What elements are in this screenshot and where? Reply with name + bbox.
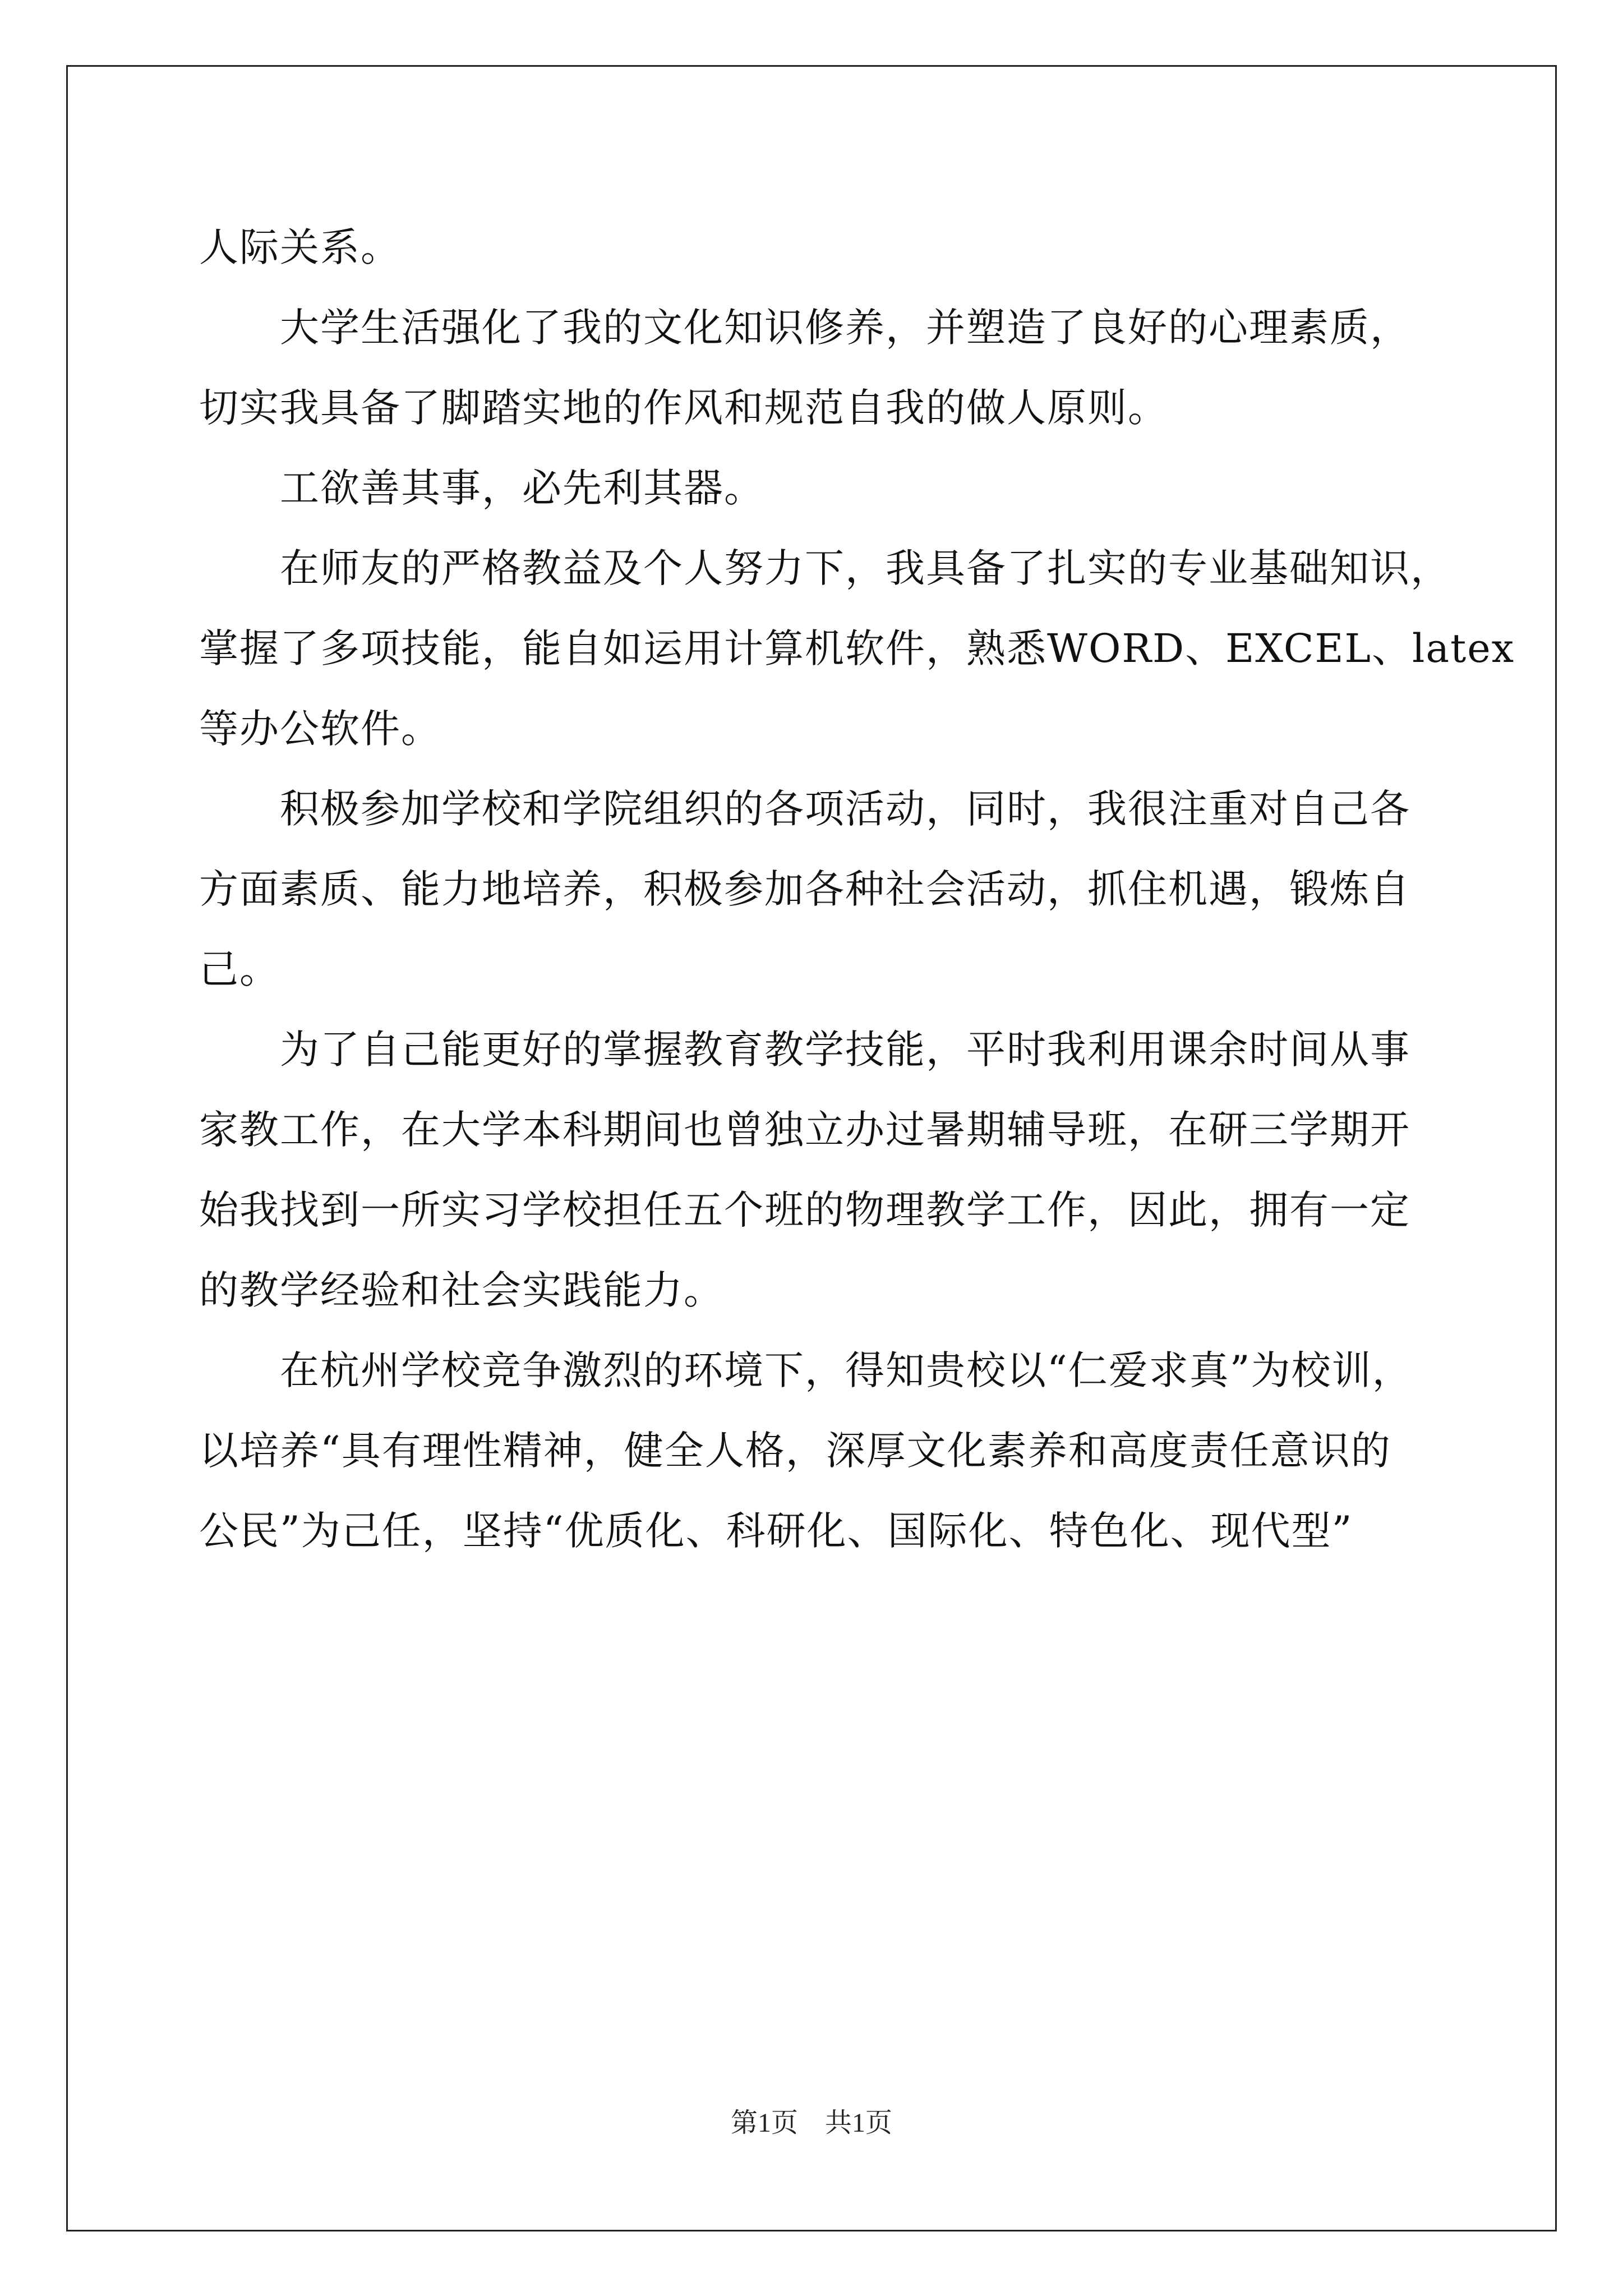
text-line: 等办公软件。 — [199, 706, 441, 752]
text-line: 始我找到一所实习学校担任五个班的物理教学工作，因此，拥有一定 — [199, 1187, 1410, 1233]
text-line: 在师友的严格教益及个人努力下，我具备了扎实的专业基础知识， — [199, 545, 1451, 591]
text-line: 为了自己能更好的掌握教育教学技能，平时我利用课余时间从事 — [199, 1027, 1410, 1073]
text-line: 公民”为己任，坚持“优质化、科研化、国际化、特色化、现代型” — [199, 1508, 1353, 1554]
text-line: 工欲善其事，必先利其器。 — [199, 465, 764, 511]
text-line: 人际关系。 — [199, 224, 401, 270]
text-line: 的教学经验和社会实践能力。 — [199, 1267, 724, 1313]
text-line: 己。 — [199, 946, 280, 992]
text-line: 掌握了多项技能，能自如运用计算机软件，熟悉WORD、EXCEL、latex — [199, 625, 1515, 671]
text-line: 在杭州学校竞争激烈的环境下，得知贵校以“仁爱求真”为校训， — [199, 1347, 1413, 1393]
page-number-footer: 第1页 共1页 — [730, 2108, 892, 2138]
text-line: 方面素质、能力地培养，积极参加各种社会活动，抓住机遇，锻炼自 — [199, 866, 1410, 912]
text-line: 以培养“具有理性精神，健全人格，深厚文化素养和高度责任意识的 — [199, 1428, 1391, 1474]
text-line: 积极参加学校和学院组织的各项活动，同时，我很注重对自己各 — [199, 786, 1410, 832]
text-line: 家教工作，在大学本科期间也曾独立办过暑期辅导班，在研三学期开 — [199, 1107, 1410, 1153]
text-line: 切实我具备了脚踏实地的作风和规范自我的做人原则。 — [199, 385, 1168, 431]
document-body — [199, 208, 1515, 1571]
text-line: 大学生活强化了我的文化知识修养，并塑造了良好的心理素质， — [199, 305, 1410, 351]
